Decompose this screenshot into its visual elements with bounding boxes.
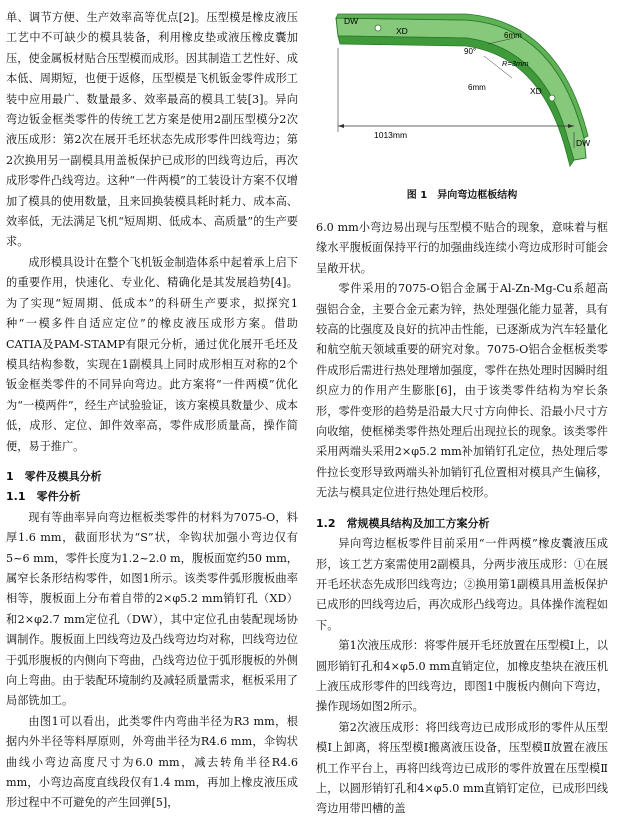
label-xd-top: XD [396,26,408,36]
label-dw-right: DW [576,138,591,148]
paragraph: 成形模具设计在整个飞机钣金制造体系中起着承上启下的重要作用，快速化、专业化、精确化是其发展趋势[4]。为了实现“短周期、低成本”的科研生产要求，拟探究1种“一模多件自适应定位”的橡皮液压成形方案。借助CATIA及PAM-STAMP有限元分析，通过优化展开毛坯及模具结构参数，实现在1副模具上同时成形相互对称的2个钣金框类零件的不同异向弯边。此方案将“一件两模”优化为“一模两件”，经生产试验验证，该方案模具数量少、成本低，成形、定位、卸件效率高，零件成形质量高，操作简便，易于推广。 [6,255,298,453]
left-column [6,8,298,814]
subsection-heading: 1.1 零件分析 [6,490,81,504]
paragraph: 现有等曲率异向弯边框板类零件的材料为7075-O，料厚1.6 mm，截面形状为“S”状，伞钩状加强小弯边仅有5~6 mm，零件长度为1.2~2.0 m，腹板面宽约50 mm，属窄长条形结构零件，如图1所示。该类零件弧形腹板曲率相等，腹板面上分布着自带的2×φ5.2 mm销钉孔（XD）和2×φ2.7 mm定位孔（DW），其中定位孔由装配现场协调制作。腹板面上凹线弯边及凸线弯边均对称，凹线弯边位于弧形腹板的内侧向下弯曲，凸线弯边位于弧形腹板的外侧向上弯曲。由于装配环境制约及减轻质量需求，框板采用了局部铣加工。 [6,510,298,708]
label-angle: 90° [464,47,477,56]
label-dw-top: DW [344,16,359,26]
paragraph: 单、调节方便、生产效率高等优点[2]。压型模是橡皮液压工艺中不可缺少的模具装备，利用橡皮垫或液压橡皮囊加压，使金属板材贴合压型模而成形。因其制造工艺性好、成本低、周期短，也便于返修，压型模是飞机钣金零件成形工装中应用最广、数量最多、效率最高的模具工装[3]。异向弯边钣金框类零件的传统工艺方案是使用2副压型模分2次液压成形：第2次在展开毛坯状态先成形零件凹线弯边；第2次换用另一副模具用盖板保护已成形的凹线弯边后，再次成形零件凸线弯边。这种“一件两模”的工装设计方案不仅增加了模具的使用数量，且来回换装模具耗时耗力、成本高、效率低，无法满足飞机“短周期、低成本、高质量”的生产要求。 [6,11,298,249]
figure-caption: 图 1 异向弯边框板结构 [406,190,518,201]
label-radius: R=3mm [502,59,529,68]
figure-1 [316,8,608,214]
label-xd-right: XD [530,86,542,96]
paragraph: 6.0 mm小弯边易出现与压型模不贴合的现象，意味着与框缘水平腹板面保持平行的加强曲线连续小弯边成形时可能会呈敞开状。 [316,221,608,275]
section-heading: 1 零件及模具分析 [6,469,102,483]
frame-part-illustration [316,8,608,186]
subsection-heading: 1.2 常规模具结构及加工方案分析 [316,516,490,530]
paragraph: 零件采用的7075-O铝合金属于Al-Zn-Mg-Cu系超高强铝合金，主要合金元素为锌，热处理强化能力显著，具有较高的比强度及良好的抗冲击性能，已逐渐成为汽车轻量化和航空航天领域重要的研究对象。7075-O铝合金框板类零件成形后需进行热处理增加强度，零件在热处理时因瞬时组织应力的作用产生膨胀[6]，由于该类零件结构为窄长条形，零件变形的趋势是沿最大尺寸方向伸长、沿最小尺寸方向收缩，使框梯类零件热处理后出现拉长的现象。该类零件采用两端头采用2×φ5.2 mm补加销钉孔定位，热处理后零件拉长变形导致两端头补加销钉孔位置相对模具产生偏移，无法与模具定位进行热处理后校形。 [316,282,608,500]
paragraph: 第1次液压成形：将零件展开毛坯放置在压型模Ⅰ上，以圆形销钉孔和4×φ5.0 mm直销定位，加橡皮垫块在液压机上液压成形零件的凹线弯边，即图1中腹板内侧向下弯边，操作现场如图2所示。 [316,639,608,714]
paragraph: 由图1可以看出，此类零件内弯曲半径为R3 mm，根据内外半径等料厚原则，外弯曲半径为R4.6 mm，伞钩状曲线小弯边高度尺寸为6.0 mm，减去转角半径R4.6 mm，小弯边高度直线段仅有1.4 mm，再加上橡皮液压成形过程中不可避免的产生回弹[5]， [6,714,298,810]
label-dim6-top: 6mm [504,31,522,40]
label-dim6-bottom: 6mm [468,83,486,92]
right-column [316,8,608,820]
paragraph: 异向弯边框板零件目前采用“一件两模”橡皮囊液压成形，该工艺方案需使用2副模具，分两步液压成形：①在展开毛坯状态先成形凹线弯边；②换用第1副模具用盖板保护已成形的凹线弯边后，再次成形凸线弯边。具体操作流程如下。 [316,537,608,632]
paragraph: 第2次液压成形：将凹线弯边已成形成形的零件从压型模Ⅰ上卸离，将压型模Ⅰ搬离液压设备，压型模Ⅱ放置在液压机工作平台上，再将凹线弯边已成形的零件放置在压型模Ⅱ上，以圆形销钉孔和4×φ5.0 mm直销钉定位，已成形凹线弯边用带凹槽的盖 [316,720,608,816]
label-length: 1013mm [374,130,408,140]
